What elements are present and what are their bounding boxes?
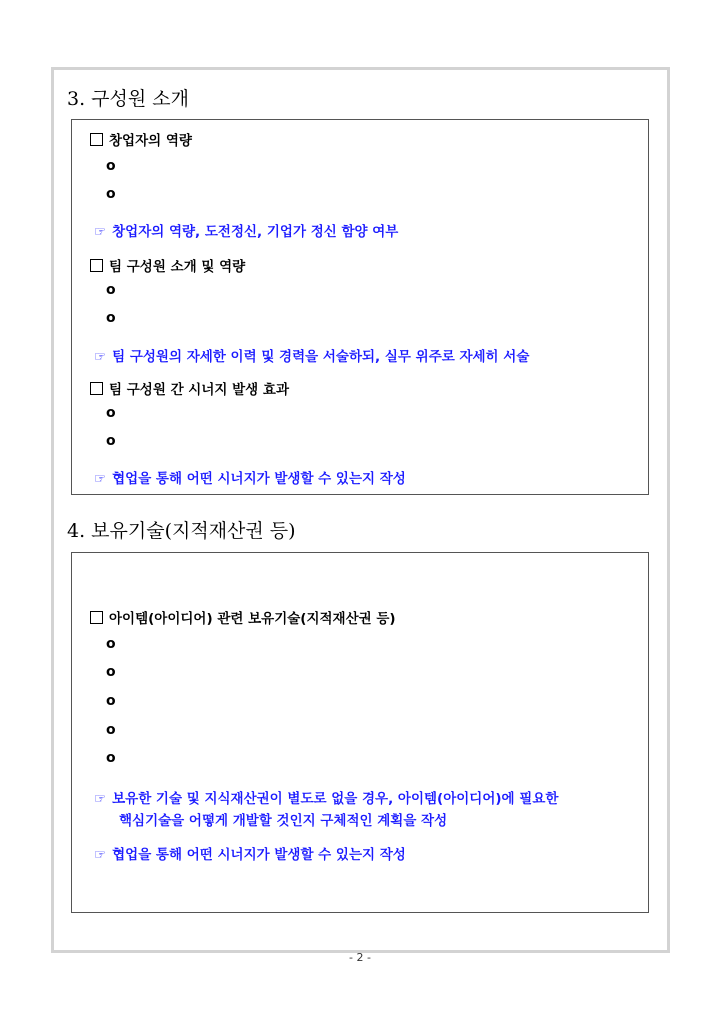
section-3-title: 3. 구성원 소개	[67, 88, 189, 110]
guide-text: 창업자의 역량, 도전정신, 기업가 정신 함양 여부	[112, 224, 399, 240]
item-owned-technology	[90, 607, 396, 627]
pointing-hand-icon: ☞	[94, 349, 107, 365]
pointing-hand-icon: ☞	[94, 791, 107, 807]
item-heading: 창업자의 역량	[109, 133, 192, 149]
checkbox-icon	[90, 133, 103, 146]
bullet: o	[106, 722, 116, 738]
checkbox-icon	[90, 382, 103, 395]
guide-text: 팀 구성원의 자세한 이력 및 경력을 서술하되, 실무 위주로 자세히 서술	[112, 349, 530, 365]
pointing-hand-icon: ☞	[94, 847, 107, 863]
item-heading: 팀 구성원 소개 및 역량	[109, 259, 246, 275]
guide-note	[94, 220, 398, 240]
bullet: o	[106, 636, 116, 652]
guide-text: 보유한 기술 및 지식재산권이 별도로 없을 경우, 아이템(아이디어)에 필요한	[112, 791, 559, 807]
bullet: o	[106, 433, 116, 449]
item-heading: 아이템(아이디어) 관련 보유기술(지적재산권 등)	[109, 611, 396, 627]
guide-note	[94, 345, 529, 365]
bullet: o	[106, 664, 116, 680]
guide-note-continuation: 핵심기술을 어떻게 개발할 것인지 구체적인 계획을 작성	[119, 813, 448, 829]
guide-text: 협업을 통해 어떤 시너지가 발생할 수 있는지 작성	[112, 847, 406, 863]
item-team-intro	[90, 255, 245, 275]
bullet: o	[106, 158, 116, 174]
bullet: o	[106, 310, 116, 326]
guide-note	[94, 787, 558, 807]
checkbox-icon	[90, 611, 103, 624]
bullet: o	[106, 750, 116, 766]
pointing-hand-icon: ☞	[94, 471, 107, 487]
section-4-title: 4. 보유기술(지적재산권 등)	[67, 520, 296, 542]
guide-text: 협업을 통해 어떤 시너지가 발생할 수 있는지 작성	[112, 471, 406, 487]
bullet: o	[106, 405, 116, 421]
bullet: o	[106, 693, 116, 709]
guide-note	[94, 467, 406, 487]
item-heading: 팀 구성원 간 시너지 발생 효과	[109, 382, 289, 398]
item-team-synergy	[90, 378, 289, 398]
checkbox-icon	[90, 259, 103, 272]
section-3-box	[71, 119, 649, 495]
bullet: o	[106, 186, 116, 202]
page-number: - 2 -	[349, 951, 371, 964]
guide-note	[94, 843, 406, 863]
item-founder-capability	[90, 129, 192, 149]
bullet: o	[106, 282, 116, 298]
pointing-hand-icon: ☞	[94, 224, 107, 240]
